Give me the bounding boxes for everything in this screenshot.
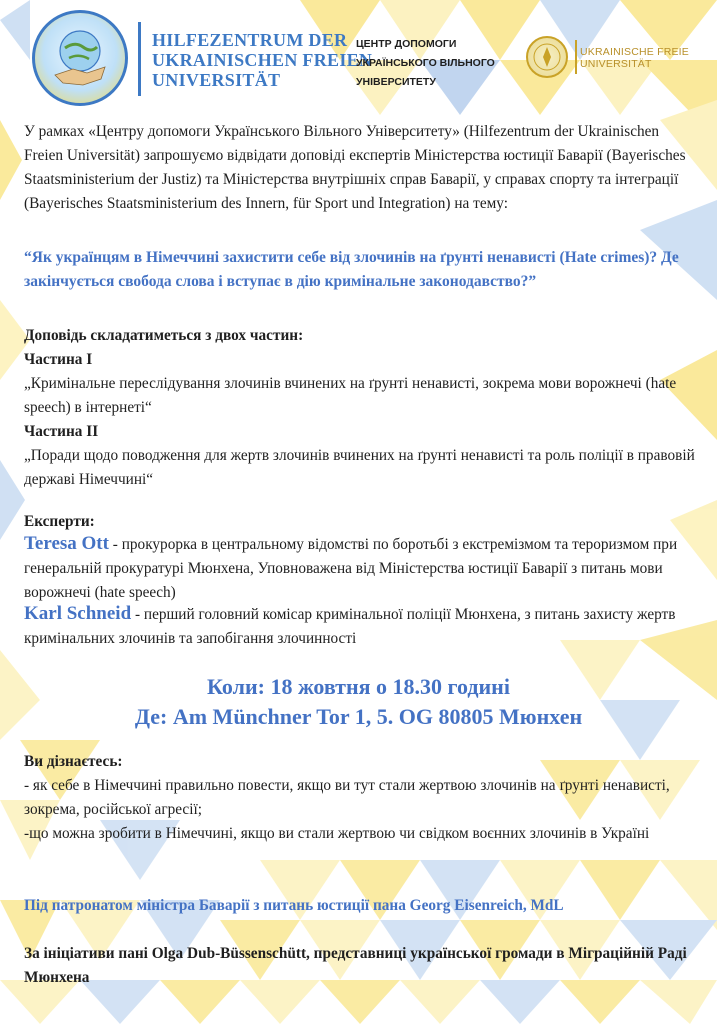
event-where: Де: Am Münchner Tor 1, 5. OG 80805 Мюнхен	[134, 704, 583, 729]
parts-heading: Доповідь складатиметься з двох частин:	[24, 327, 304, 344]
part2-label: Частина II	[24, 423, 99, 440]
experts-heading: Експерти:	[24, 513, 95, 530]
part1-text: „Кримінальне переслідування злочинів вчинених на ґрунті ненависті, зокрема мови ворожнечі (hate speech) в інтернеті“	[24, 375, 677, 416]
part2-text: „Поради щодо поводження для жертв злочинів вчинених на ґрунті ненависті та роль поліції в правовій державі Німеччині“	[24, 447, 695, 488]
ufu-divider	[575, 40, 577, 74]
event-when: Коли: 18 жовтня о 18.30 годині	[207, 674, 510, 699]
learn-item-1: - як себе в Німеччині правильно повести, якщо ви тут стали жертвою злочинів на ґрунті ненависті, зокрема, російської агресії;	[24, 777, 670, 818]
patronage-line: Під патронатом міністра Баварії з питань юстиції пана Georg Eisenreich, MdL	[24, 897, 564, 914]
ufu-seal-icon	[526, 36, 568, 78]
expert-2-name: Karl Schneid	[24, 603, 132, 624]
topic-question: “Як українцям в Німеччині захистити себе від злочинів на ґрунті ненависті (Hate crimes)? Де закінчується свобода слова і вступає в дію кримінальне законодавство?”	[24, 249, 679, 290]
hilfezentrum-logo	[26, 8, 373, 104]
globe-handshake-icon	[32, 10, 128, 106]
hilfezentrum-logo-text: HILFEZENTRUM DER UKRAINISCHEN FREIEN UNIVERSITÄT	[152, 30, 373, 90]
expert-1-description: - прокурорка в центральному відомстві по боротьбі з екстремізмом та тероризмом при генеральній прокуратурі Мюнхена, Уповноважена від Міністерства юстиції Баварії з питань мови ворожнечі (hate speech)	[24, 536, 678, 601]
ufu-logo-text: UKRAINISCHE FREIE UNIVERSITÄT	[580, 46, 689, 70]
expert-1-name: Teresa Ott	[24, 533, 109, 554]
expert-1	[24, 532, 696, 605]
expert-2	[24, 602, 696, 651]
expert-2-description: - перший головний комісар кримінальної поліції Мюнхена, з питань захисту жертв кримінальних злочинів та запобігання злочинності	[24, 606, 676, 647]
part1-label: Частина I	[24, 351, 93, 368]
center-title: ЦЕНТР ДОПОМОГИ УКРАЇНСЬКОГО ВІЛЬНОГО УНІВЕРСИТЕТУ	[356, 38, 495, 88]
learn-heading: Ви дізнаєтесь:	[24, 753, 123, 770]
intro-paragraph: У рамках «Центру допомоги Українського Вільного Університету» (Hilfezentrum der Ukrainischen Freien Universität) запрошуємо відвідати доповіді експертів Міністерства юстиції Баварії (Bayerisches Staatsministerium der Justiz) та Міністерства внутрішніх справ Баварії, у справах спорту та інтеграції (Bayerisches Staatsministerium des Innern, für Sport und Integration) на тему:	[24, 123, 686, 212]
logo-divider	[138, 22, 141, 96]
learn-item-2: -що можна зробити в Німеччині, якщо ви стали жертвою чи свідком воєнних злочинів в Україні	[24, 825, 650, 842]
initiative-line: За ініціативи пані Olga Dub-Büssenschütt, представниці української громади в Міграційній Раді Мюнхена	[24, 945, 687, 986]
